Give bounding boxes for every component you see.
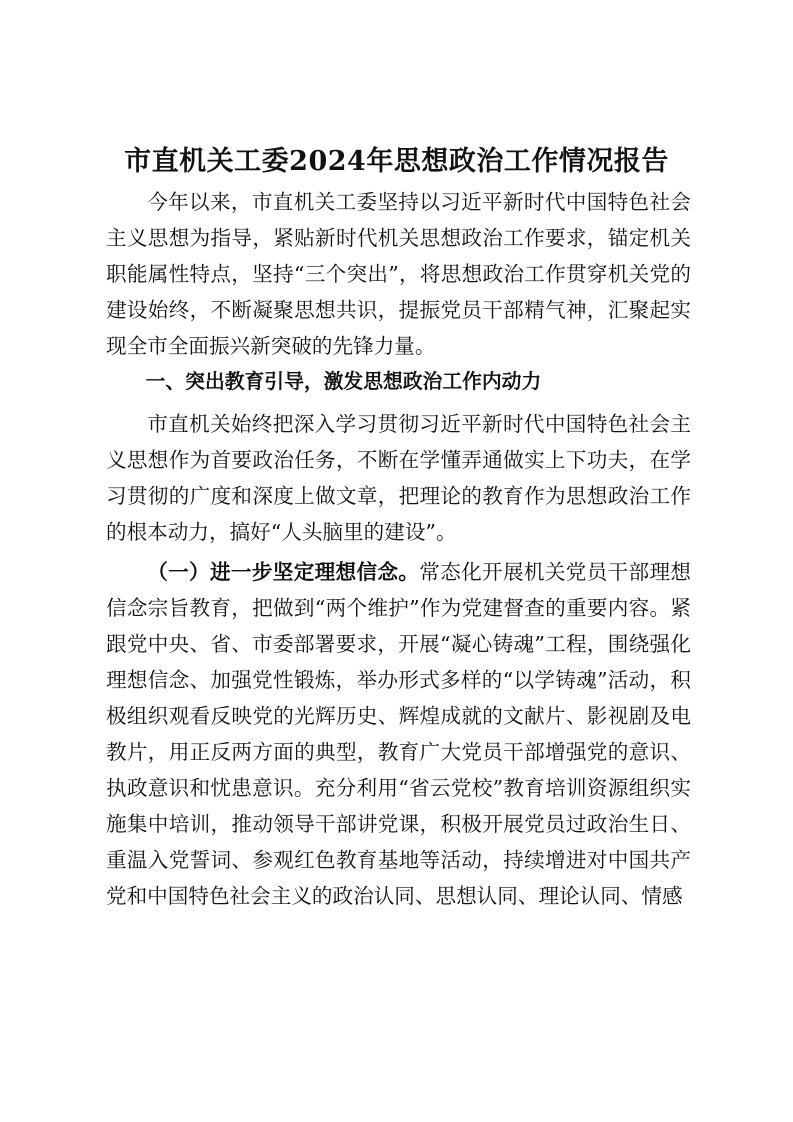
- section-1-paragraph: 市直机关始终把深入学习贯彻习近平新时代中国特色社会主义思想作为首要政治任务，不断在学懂弄通做实上下功夫，在学习贯彻的广度和深度上做文章，把理论的教育作为思想政治工作的根本动力，搞好“人头脑里的建设”。: [106, 412, 691, 544]
- subsection-1-text: 常态化开展机关党员干部理想信念宗旨教育，把做到“两个维护”作为党建督查的重要内容。紧跟党中央、省、市委部署要求，开展“凝心铸魂”工程，围绕强化理想信念、加强党性锻炼，举办形式多样的“以学铸魂”活动，积极组织观看反映党的光辉历史、辉煌成就的文献片、影视剧及电教片，用正反两方面的典型，教育广大党员干部增强党的意识、执政意识和忧患意识。充分利用“省云党校”教育培训资源组织实施集中培训，推动领导干部讲党课，积极开展党员过政治生日、重温入党誓词、参观红色教育基地等活动，持续增进对中国共产党和中国特色社会主义的政治认同、思想认同、理论认同、情感: [106, 560, 692, 908]
- document-title: 市直机关工委2024年思想政治工作情况报告: [124, 146, 669, 177]
- subsection-1-lead: （一）进一步坚定理想信念。: [147, 560, 420, 584]
- section-heading-1: 一、突出教育引导，激发思想政治工作内动力: [145, 370, 542, 393]
- subsection-1-paragraph: [106, 554, 691, 914]
- intro-paragraph: 今年以来，市直机关工委坚持以习近平新时代中国特色社会主义思想为指导，紧贴新时代机关思想政治工作要求，锚定机关职能属性特点，坚持“三个突出”，将思想政治工作贯穿机关党的建设始终，不断凝聚思想共识，提振党员干部精气神，汇聚起实现全市全面振兴新突破的先锋力量。: [106, 190, 691, 358]
- document-body: [106, 184, 691, 914]
